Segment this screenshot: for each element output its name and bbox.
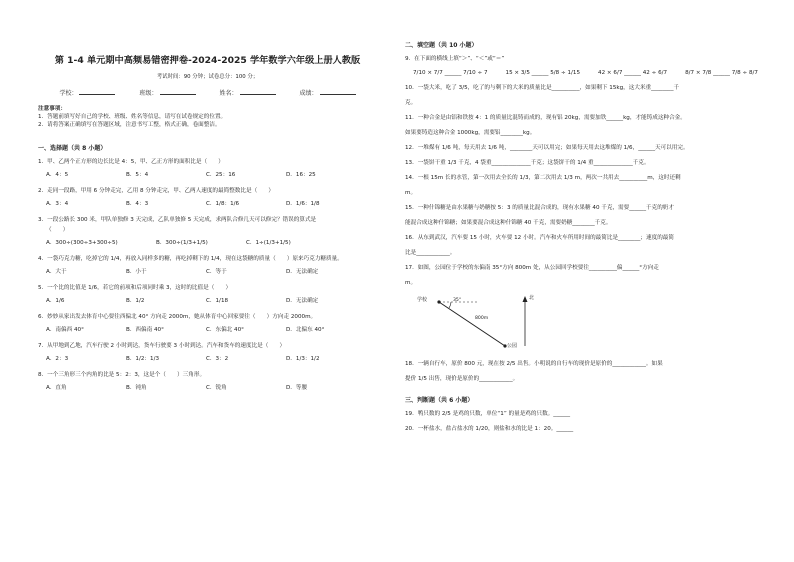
notice-1: 1．答题前填写好自己的学校、班级、姓名等信息，请写在试卷规定的位置。 bbox=[38, 114, 227, 120]
question-1: 1．甲、乙两个正方形的边长比是 4：5，甲、乙正方形的面积比是（ ） A．4：5 B．5：4 C．25：16 D．16：25 bbox=[38, 159, 316, 178]
direction-diagram bbox=[417, 294, 772, 354]
question-5: 5．一个比的比值是 1/6，若它的前项和后项同时乘 3，这时的比值是（ ） A．1/6 B．1/2 C．1/18 D．无法确定 bbox=[38, 285, 319, 304]
question-7: 7．从甲地到乙地，汽车行驶 2 小时到达，货车行驶要 3 小时到达。汽车和货车的速度比是（ ） A．2：3 B．1/2：1/3 C．3：2 D．1/3：1/2 bbox=[38, 343, 320, 362]
question-3: 3．一段公路长 300 米，甲队单独修 3 天完成，乙队单独修 5 天完成，求两队合修几天可以修完？错误的算式是 （ ） A．300÷(300÷3+300÷5) B．300÷(1/3+1/5) C．1÷(1/3+1/5) bbox=[38, 217, 317, 246]
question-20: 20．一杯盐水，盐占盐水的 1/20，则盐和水的比是 1：20。______ bbox=[405, 426, 574, 432]
label-park: 公园 bbox=[507, 343, 518, 349]
question-8: 8．一个三角形三个内角的比是 5：2：3，这是个（ ）三角形。 A．直角 B．钝角 C．锐角 D．等腰 bbox=[38, 372, 308, 391]
info-name: 姓名： bbox=[220, 88, 276, 97]
question-9-exprs: 7/10 × 7/7 ______ 7/10 ÷ 7 15 × 3/5 ______ 5/8 ÷ 1/15 42 × 6/7 ______ 42 ÷ 6/7 8/7 × 7/8 ______ 7/8 ÷ 8/7 bbox=[413, 70, 758, 76]
question-10-cont: 克。 bbox=[405, 100, 417, 106]
question-14-cont: m。 bbox=[405, 190, 417, 196]
question-2: 2．走同一段路，甲用 6 分钟走完，乙用 8 分钟走完，甲、乙两人速度的最简整数比是（ ） A．3：4 B．4：3 C．1/8：1/6 D．1/6：1/8 bbox=[38, 188, 320, 207]
direction-diagram-svg bbox=[417, 294, 537, 352]
label-north: 北 bbox=[529, 295, 535, 301]
question-18-cont: 提价 1/5 出售，现价是原价的____________。 bbox=[405, 376, 519, 382]
notice-title: 注意事项： bbox=[38, 106, 66, 112]
question-15-cont: 能混合成这种什锦糖；如果要混合成这种什锦糖 40 千克，需要奶糖________千克。 bbox=[405, 220, 612, 226]
question-12: 12．一堆煤有 1/6 吨，每天用去 1/6 吨，________天可以用完；如果每天用去这堆煤的 1/6，______天可以用完。 bbox=[405, 145, 689, 151]
question-16: 16．从东到武汉，汽车要 15 小时，火车要 12 小时。汽车和火车所用时间的最简比是________；速度的最简 bbox=[405, 235, 674, 241]
exam-title: 第 1-4 单元期中高频易错密押卷-2024-2025 学年数学六年级上册人教版 bbox=[54, 55, 361, 66]
question-6: 6．妙妙从家出发去体育中心要往西偏北 40° 方向走 2000m，她从体育中心回家要往（ ）方向走 2000m。 A．南偏西 40° B．西偏南 40° C．东偏北 40° D．北偏东 40° bbox=[38, 314, 325, 333]
right-page bbox=[397, 0, 794, 562]
section-judge-title: 三、判断题（共 6 小题） bbox=[405, 397, 474, 404]
question-4: 4．一袋巧克力糖，吃掉它的 1/4，再放入同样多的糖，再吃掉剩下的 1/4，现在这袋糖的质量（ ）原来巧克力糖质量。 A．大于 B．小于 C．等于 D．无法确定 bbox=[38, 256, 343, 275]
section-fill-title: 二、填空题（共 10 小题） bbox=[405, 42, 478, 49]
question-15: 15．一种什锦糖是由水果糖与奶糖按 5：3 的质量比混合成的，现有水果糖 40 千克，需要______千克的奶才 bbox=[405, 205, 674, 211]
question-17-cont: m。 bbox=[405, 280, 417, 286]
info-score: 成绩： bbox=[300, 88, 356, 97]
notice-2: 2．请将答案正确填写在答题区域，注意书写工整，格式正确，卷面整洁。 bbox=[38, 122, 221, 128]
label-distance: 800m bbox=[475, 316, 489, 321]
info-class: 班级： bbox=[139, 88, 195, 97]
question-13: 13．一袋饼干重 1/3 千克，4 袋重______________千克；这袋饼干的 1/4 重______________千克。 bbox=[405, 160, 650, 166]
student-info-row bbox=[38, 88, 377, 97]
question-11: 11．一种合金是由铝和铁按 4：1 的质量比混铸而成的，现有铝 20kg，需要加铁______kg，才能铸成这种合金。 bbox=[405, 115, 686, 121]
label-school: 学校 bbox=[417, 297, 428, 303]
question-17: 17．如图，公园位于学校的东偏南 35°方向 800m 处，从公园回学校要往__________偏______°方向走 bbox=[405, 265, 659, 271]
section-choice-title: 一、选择题（共 8 小题） bbox=[38, 145, 107, 152]
question-14: 14．一根 15m 长的水管，第一次用去全长的 1/3，第二次用去 1/3 m，两次一共用去__________m，这时还剩 bbox=[405, 175, 681, 181]
question-18: 18．一辆自行车，原价 800 元，现在按 2/5 出售。小明说的自行车的现价是原价的____________。如果 bbox=[405, 361, 663, 367]
question-19: 19．鸭只数的 2/5 是鸡的只数，单位“1” 的量是鸡的只数。______ bbox=[405, 411, 571, 417]
info-school: 学校： bbox=[59, 88, 115, 97]
exam-subtitle: 考试时间：90 分钟；试卷总分：100 分； bbox=[156, 74, 259, 80]
question-9: 9．在下面的横线上填“＞”、“＜”或“＝” bbox=[405, 56, 505, 62]
question-16-cont: 比是____________。 bbox=[405, 250, 456, 256]
question-11-cont: 如果要铸造这种合金 1000kg，需要铝________kg。 bbox=[405, 130, 536, 136]
label-angle: 35° bbox=[453, 298, 462, 303]
question-10: 10．一袋大米，吃了 3/5，吃了的与剩下的大米的质量比是__________，如果剩下 15kg，这大米重________千 bbox=[405, 85, 680, 91]
